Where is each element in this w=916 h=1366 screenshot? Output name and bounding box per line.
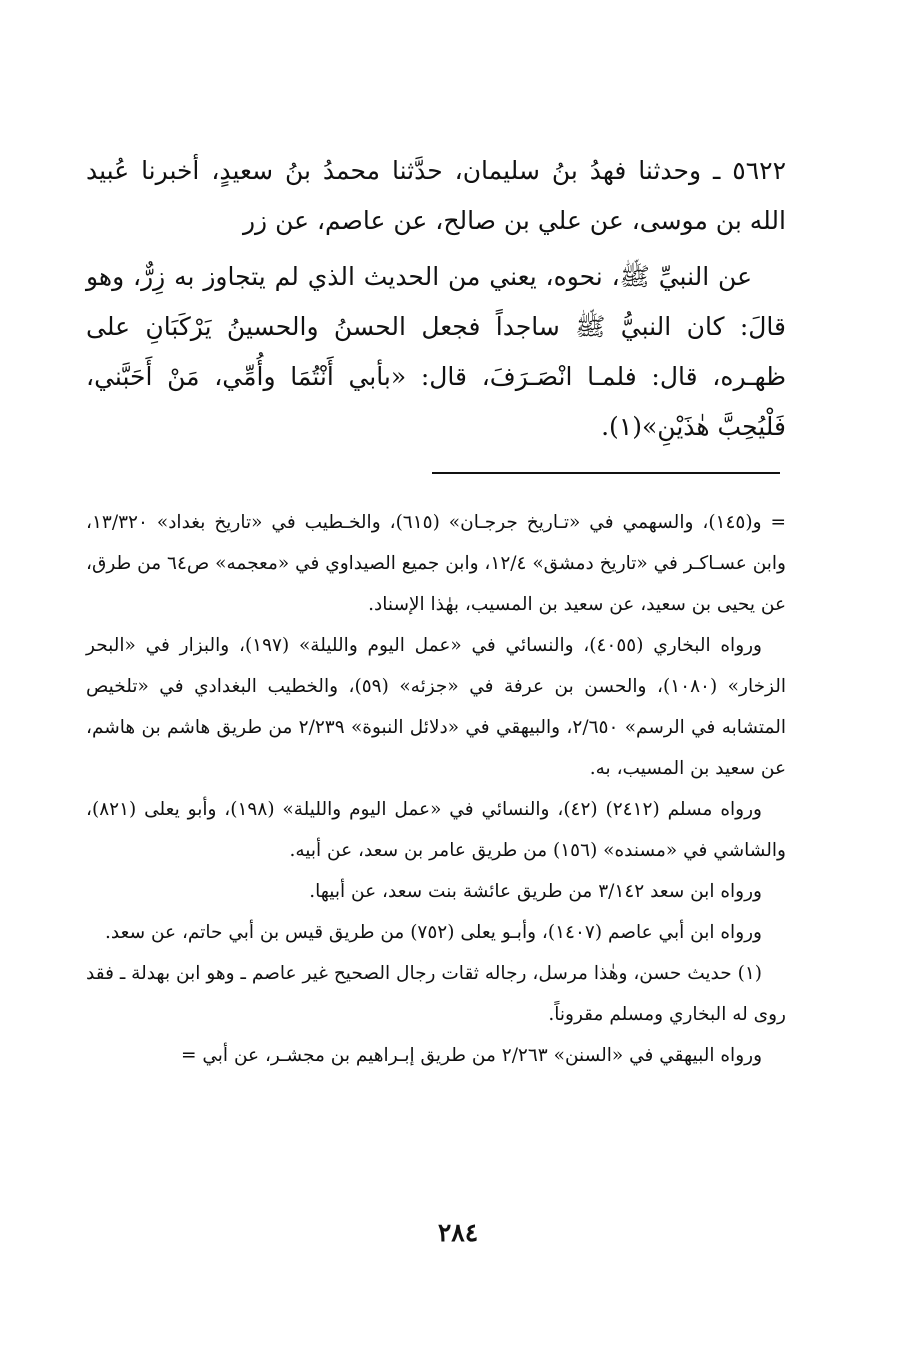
footnote-paragraph: ورواه مسلم (٢٤١٢) (٤٢)، والنسائي في «عمل اليوم والليلة» (١٩٨)، وأبو يعلى (٨٢١)، والشاشي في «مسنده» (١٥٦) من طريق عامر بن سعد، عن أبيه. bbox=[86, 799, 786, 861]
footnotes bbox=[86, 502, 786, 1076]
footnote-paragraph: ورواه ابن أبي عاصم (١٤٠٧)، وأبـو يعلى (٧٥٢) من طريق قيس بن أبي حاتم، عن سعد. bbox=[105, 922, 762, 943]
hadith-chain-paragraph: ٥٦٢٢ ـ وحدثنا فهدُ بنُ سليمان، حدَّثنا محمدُ بنُ سعيدٍ، أخبرنا عُبيد الله بن موسى، عن علي بن صالح، عن عاصم، عن زر bbox=[86, 156, 786, 235]
footnote-continuation: = و(١٤٥)، والسهمي في «تـاريخ جرجـان» (٦١٥)، والخـطيب في «تاريخ بغداد» ١٣/٣٢٠، وابن عسـاكـر في «تاريخ دمشق» ١٢/٤، وابن جميع الصيداوي في «معجمه» ص٦٤ من طرق، عن يحيى بن سعيد، عن سعيد بن المسيب، بهٰذا الإسناد. bbox=[86, 512, 786, 615]
footnote-1: (١) حديث حسن، وهٰذا مرسل، رجاله ثقات رجال الصحيح غير عاصم ـ وهو ابن بهدلة ـ فقد روى له البخاري ومسلم مقروناً. bbox=[86, 963, 786, 1025]
footnote-paragraph: ورواه البيهقي في «السنن» ٢/٢٦٣ من طريق إبـراهيم بن مجشـر، عن أبي = bbox=[180, 1045, 762, 1066]
hadith-text bbox=[86, 146, 786, 452]
hadith-body-paragraph: عن النبيِّ ﷺ، نحوه، يعني من الحديث الذي لم يتجاوز به زِرٌّ، وهو قالَ: كان النبيُّ ﷺ ساجداً فجعل الحسنُ والحسينُ يَرْكَبَانِ على ظهـره، قال: فلمـا انْصَـرَفَ، قال: «بأبي أَنْتُمَا وأُمِّي، مَنْ أَحَبَّني، فَلْيُحِبَّ هٰذَيْنِ»(١). bbox=[86, 262, 786, 441]
footnote-paragraph: ورواه البخاري (٤٠٥٥)، والنسائي في «عمل اليوم والليلة» (١٩٧)، والبزار في «البحر الزخار» (١٠٨٠)، والحسن بن عرفة في «جزئه» (٥٩)، والخطيب البغدادي في «تلخيص المتشابه في الرسم» ٢/٦٥٠، والبيهقي في «دلائل النبوة» ٢/٢٣٩ من طريق هاشم بن هاشم، عن سعيد بن المسيب، به. bbox=[86, 635, 786, 779]
footnote-paragraph: ورواه ابن سعد ٣/١٤٢ من طريق عائشة بنت سعد، عن أبيها. bbox=[309, 881, 762, 902]
footnote-separator bbox=[432, 472, 780, 474]
page-number: ٢٨٤ bbox=[437, 1218, 479, 1247]
